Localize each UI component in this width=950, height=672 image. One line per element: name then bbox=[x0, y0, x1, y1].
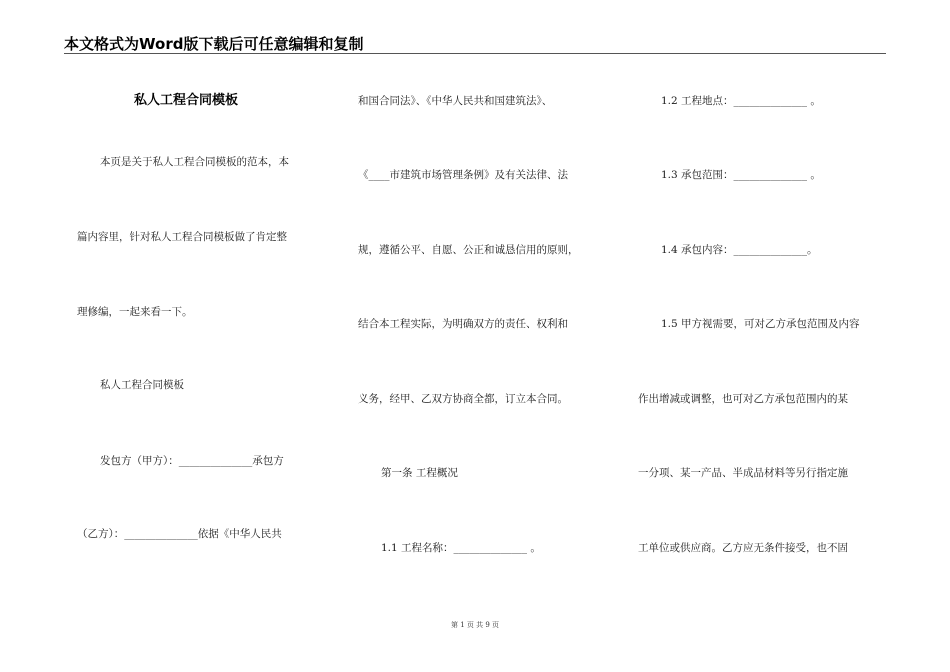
paragraph-line: 1.3 承包范围：______________ 。 bbox=[661, 169, 821, 181]
paragraph-line: 一分项、某一产品、半成品材料等另行指定施 bbox=[638, 467, 848, 479]
paragraph-line: 理修编，一起来看一下。 bbox=[77, 306, 193, 318]
paragraph-line: 1.4 承包内容：______________。 bbox=[661, 244, 818, 256]
paragraph-line: 《____市建筑市场管理条例》及有关法律、法 bbox=[358, 169, 568, 181]
paragraph-line: 作出增减或调整，也可对乙方承包范围内的某 bbox=[638, 393, 848, 405]
paragraph-line: 义务，经甲、乙双方协商全都，订立本合同。 bbox=[358, 393, 568, 405]
paragraph-line: 1.5 甲方视需要，可对乙方承包范围及内容 bbox=[661, 318, 860, 330]
paragraph-line: 本页是关于私人工程合同模板的范本，本 bbox=[100, 156, 289, 168]
paragraph-line: 发包方（甲方）：______________承包方 bbox=[100, 455, 284, 467]
paragraph-line: 结合本工程实际，为明确双方的责任、权利和 bbox=[358, 318, 568, 330]
paragraph-line: 私人工程合同模板 bbox=[100, 379, 184, 391]
paragraph-line: 规，遵循公平、自愿、公正和诚恳信用的原则， bbox=[358, 244, 579, 256]
paragraph-line: 1.1 工程名称：______________ 。 bbox=[381, 542, 541, 554]
page-number: 第 1 页 共 9 页 bbox=[450, 621, 500, 629]
paragraph-line: 1.2 工程地点：______________ 。 bbox=[661, 95, 821, 107]
paragraph-line: （乙方）：______________依据《中华人民共 bbox=[77, 528, 282, 540]
section-heading: 第一条 工程概况 bbox=[381, 467, 458, 479]
paragraph-line: 篇内容里，针对私人工程合同模板做了肯定整 bbox=[77, 231, 287, 243]
header-divider bbox=[64, 53, 886, 54]
document-title: 私人工程合同模板 bbox=[134, 93, 239, 108]
document-banner: 本文格式为Word版下载后可任意编辑和复制 bbox=[64, 35, 364, 53]
paragraph-line: 和国合同法》、《中华人民共和国建筑法》、 bbox=[358, 95, 553, 107]
paragraph-line: 工单位或供应商。乙方应无条件接受，也不固 bbox=[638, 542, 848, 554]
